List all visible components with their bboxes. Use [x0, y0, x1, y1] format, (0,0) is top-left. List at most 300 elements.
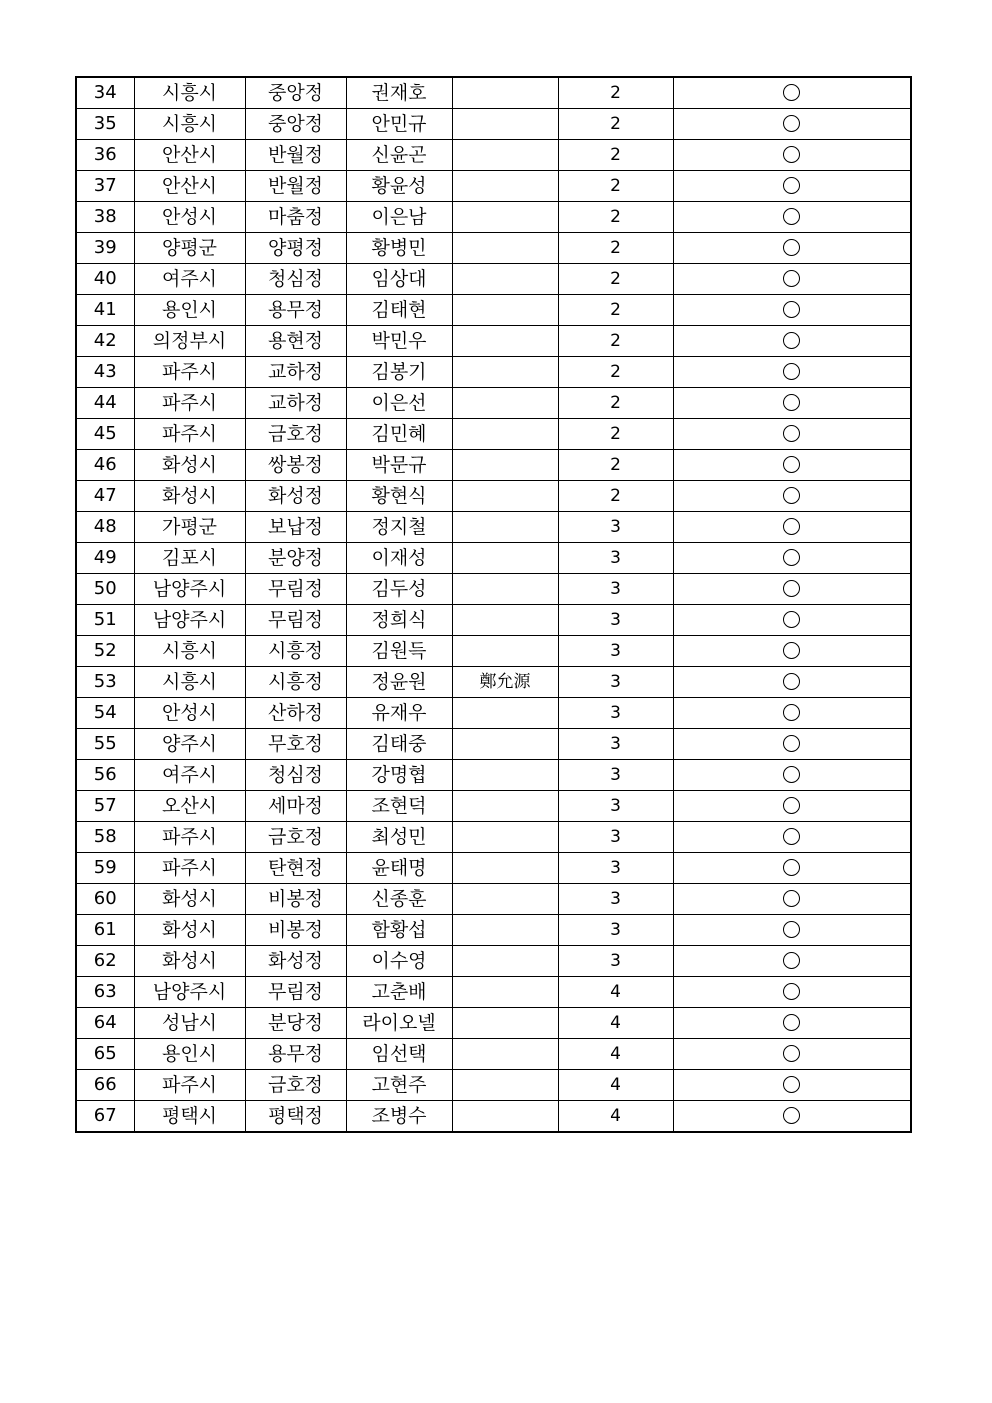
- hanja-name-cell: [452, 729, 558, 760]
- status-mark-cell: [673, 357, 911, 388]
- table-row: [76, 915, 911, 946]
- status-mark-cell: [673, 884, 911, 915]
- hanja-name-cell: [452, 698, 558, 729]
- circle-mark-icon: [783, 208, 800, 225]
- circle-mark-icon: [783, 611, 800, 628]
- table-row: [76, 605, 911, 636]
- city-cell: 가평군: [134, 512, 245, 543]
- status-mark-cell: [673, 605, 911, 636]
- pavilion-cell: 마춤정: [245, 202, 346, 233]
- row-number-cell: 57: [76, 791, 134, 822]
- hanja-name-cell: [452, 295, 558, 326]
- pavilion-cell: 양평정: [245, 233, 346, 264]
- grade-cell: 2: [558, 140, 673, 171]
- hanja-name-cell: [452, 512, 558, 543]
- city-cell: 여주시: [134, 264, 245, 295]
- person-name-cell: 이은선: [346, 388, 452, 419]
- pavilion-cell: 금호정: [245, 822, 346, 853]
- table-row: [76, 450, 911, 481]
- pavilion-cell: 산하정: [245, 698, 346, 729]
- person-name-cell: 임상대: [346, 264, 452, 295]
- person-name-cell: 이은남: [346, 202, 452, 233]
- table-row: [76, 202, 911, 233]
- city-cell: 여주시: [134, 760, 245, 791]
- pavilion-cell: 금호정: [245, 1070, 346, 1101]
- row-number-cell: 46: [76, 450, 134, 481]
- grade-cell: 2: [558, 109, 673, 140]
- city-cell: 안산시: [134, 140, 245, 171]
- pavilion-cell: 쌍봉정: [245, 450, 346, 481]
- city-cell: 안산시: [134, 171, 245, 202]
- row-number-cell: 43: [76, 357, 134, 388]
- row-number-cell: 45: [76, 419, 134, 450]
- grade-cell: 2: [558, 77, 673, 109]
- pavilion-cell: 반월정: [245, 171, 346, 202]
- row-number-cell: 36: [76, 140, 134, 171]
- circle-mark-icon: [783, 859, 800, 876]
- person-name-cell: 권재호: [346, 77, 452, 109]
- city-cell: 파주시: [134, 357, 245, 388]
- status-mark-cell: [673, 481, 911, 512]
- hanja-name-cell: [452, 760, 558, 791]
- row-number-cell: 54: [76, 698, 134, 729]
- person-name-cell: 김원득: [346, 636, 452, 667]
- circle-mark-icon: [783, 363, 800, 380]
- hanja-name-cell: [452, 543, 558, 574]
- status-mark-cell: [673, 419, 911, 450]
- circle-mark-icon: [783, 270, 800, 287]
- grade-cell: 3: [558, 574, 673, 605]
- person-name-cell: 김두성: [346, 574, 452, 605]
- status-mark-cell: [673, 512, 911, 543]
- status-mark-cell: [673, 791, 911, 822]
- hanja-name-cell: [452, 1039, 558, 1070]
- person-name-cell: 김봉기: [346, 357, 452, 388]
- table-row: [76, 357, 911, 388]
- row-number-cell: 41: [76, 295, 134, 326]
- city-cell: 양주시: [134, 729, 245, 760]
- circle-mark-icon: [783, 394, 800, 411]
- grade-cell: 3: [558, 543, 673, 574]
- hanja-name-cell: [452, 357, 558, 388]
- city-cell: 시흥시: [134, 636, 245, 667]
- hanja-name-cell: [452, 1070, 558, 1101]
- status-mark-cell: [673, 202, 911, 233]
- roster-body: [76, 77, 911, 1132]
- pavilion-cell: 시흥정: [245, 667, 346, 698]
- row-number-cell: 52: [76, 636, 134, 667]
- status-mark-cell: [673, 636, 911, 667]
- status-mark-cell: [673, 543, 911, 574]
- table-row: [76, 667, 911, 698]
- status-mark-cell: [673, 77, 911, 109]
- person-name-cell: 안민규: [346, 109, 452, 140]
- grade-cell: 3: [558, 853, 673, 884]
- circle-mark-icon: [783, 642, 800, 659]
- table-row: [76, 977, 911, 1008]
- table-row: [76, 698, 911, 729]
- person-name-cell: 박민우: [346, 326, 452, 357]
- table-row: [76, 1008, 911, 1039]
- city-cell: 평택시: [134, 1101, 245, 1133]
- hanja-name-cell: [452, 481, 558, 512]
- status-mark-cell: [673, 760, 911, 791]
- circle-mark-icon: [783, 518, 800, 535]
- table-row: [76, 1039, 911, 1070]
- table-row: [76, 884, 911, 915]
- pavilion-cell: 중앙정: [245, 109, 346, 140]
- person-name-cell: 신윤곤: [346, 140, 452, 171]
- status-mark-cell: [673, 264, 911, 295]
- city-cell: 남양주시: [134, 977, 245, 1008]
- person-name-cell: 이재성: [346, 543, 452, 574]
- circle-mark-icon: [783, 1076, 800, 1093]
- hanja-name-cell: [452, 109, 558, 140]
- table-row: [76, 574, 911, 605]
- hanja-name-cell: [452, 977, 558, 1008]
- pavilion-cell: 탄현정: [245, 853, 346, 884]
- circle-mark-icon: [783, 425, 800, 442]
- row-number-cell: 49: [76, 543, 134, 574]
- hanja-name-cell: [452, 605, 558, 636]
- pavilion-cell: 교하정: [245, 357, 346, 388]
- city-cell: 용인시: [134, 295, 245, 326]
- circle-mark-icon: [783, 177, 800, 194]
- status-mark-cell: [673, 233, 911, 264]
- grade-cell: 2: [558, 295, 673, 326]
- circle-mark-icon: [783, 456, 800, 473]
- table-row: [76, 512, 911, 543]
- table-row: [76, 481, 911, 512]
- circle-mark-icon: [783, 580, 800, 597]
- city-cell: 시흥시: [134, 667, 245, 698]
- pavilion-cell: 비봉정: [245, 884, 346, 915]
- person-name-cell: 신종훈: [346, 884, 452, 915]
- status-mark-cell: [673, 171, 911, 202]
- pavilion-cell: 무림정: [245, 605, 346, 636]
- circle-mark-icon: [783, 766, 800, 783]
- table-row: [76, 419, 911, 450]
- pavilion-cell: 무호정: [245, 729, 346, 760]
- pavilion-cell: 비봉정: [245, 915, 346, 946]
- table-row: [76, 326, 911, 357]
- row-number-cell: 53: [76, 667, 134, 698]
- circle-mark-icon: [783, 797, 800, 814]
- circle-mark-icon: [783, 673, 800, 690]
- hanja-name-cell: [452, 171, 558, 202]
- person-name-cell: 윤태명: [346, 853, 452, 884]
- hanja-name-cell: [452, 450, 558, 481]
- status-mark-cell: [673, 698, 911, 729]
- person-name-cell: 조현덕: [346, 791, 452, 822]
- roster-table: [75, 76, 912, 1133]
- table-row: [76, 760, 911, 791]
- grade-cell: 3: [558, 698, 673, 729]
- circle-mark-icon: [783, 828, 800, 845]
- row-number-cell: 63: [76, 977, 134, 1008]
- row-number-cell: 65: [76, 1039, 134, 1070]
- row-number-cell: 60: [76, 884, 134, 915]
- circle-mark-icon: [783, 84, 800, 101]
- grade-cell: 2: [558, 388, 673, 419]
- grade-cell: 4: [558, 1070, 673, 1101]
- table-row: [76, 388, 911, 419]
- grade-cell: 2: [558, 233, 673, 264]
- table-row: [76, 109, 911, 140]
- person-name-cell: 임선택: [346, 1039, 452, 1070]
- grade-cell: 2: [558, 264, 673, 295]
- pavilion-cell: 무림정: [245, 977, 346, 1008]
- person-name-cell: 황윤성: [346, 171, 452, 202]
- pavilion-cell: 반월정: [245, 140, 346, 171]
- table-row: [76, 1070, 911, 1101]
- city-cell: 안성시: [134, 698, 245, 729]
- circle-mark-icon: [783, 487, 800, 504]
- city-cell: 화성시: [134, 884, 245, 915]
- status-mark-cell: [673, 1101, 911, 1133]
- table-row: [76, 729, 911, 760]
- circle-mark-icon: [783, 332, 800, 349]
- row-number-cell: 35: [76, 109, 134, 140]
- table-row: [76, 822, 911, 853]
- row-number-cell: 59: [76, 853, 134, 884]
- city-cell: 파주시: [134, 822, 245, 853]
- row-number-cell: 67: [76, 1101, 134, 1133]
- status-mark-cell: [673, 667, 911, 698]
- grade-cell: 3: [558, 667, 673, 698]
- hanja-name-cell: [452, 202, 558, 233]
- status-mark-cell: [673, 326, 911, 357]
- hanja-name-cell: [452, 1101, 558, 1133]
- status-mark-cell: [673, 853, 911, 884]
- status-mark-cell: [673, 109, 911, 140]
- row-number-cell: 37: [76, 171, 134, 202]
- person-name-cell: 정희식: [346, 605, 452, 636]
- row-number-cell: 55: [76, 729, 134, 760]
- row-number-cell: 48: [76, 512, 134, 543]
- circle-mark-icon: [783, 239, 800, 256]
- hanja-name-cell: [452, 636, 558, 667]
- person-name-cell: 고춘배: [346, 977, 452, 1008]
- grade-cell: 2: [558, 419, 673, 450]
- table-row: [76, 636, 911, 667]
- grade-cell: 2: [558, 357, 673, 388]
- person-name-cell: 강명협: [346, 760, 452, 791]
- hanja-name-cell: [452, 791, 558, 822]
- row-number-cell: 64: [76, 1008, 134, 1039]
- city-cell: 양평군: [134, 233, 245, 264]
- city-cell: 시흥시: [134, 77, 245, 109]
- hanja-name-cell: [452, 140, 558, 171]
- grade-cell: 3: [558, 605, 673, 636]
- grade-cell: 2: [558, 326, 673, 357]
- grade-cell: 3: [558, 636, 673, 667]
- circle-mark-icon: [783, 1045, 800, 1062]
- city-cell: 김포시: [134, 543, 245, 574]
- pavilion-cell: 교하정: [245, 388, 346, 419]
- status-mark-cell: [673, 450, 911, 481]
- person-name-cell: 조병수: [346, 1101, 452, 1133]
- status-mark-cell: [673, 729, 911, 760]
- status-mark-cell: [673, 295, 911, 326]
- city-cell: 용인시: [134, 1039, 245, 1070]
- grade-cell: 2: [558, 481, 673, 512]
- pavilion-cell: 청심정: [245, 264, 346, 295]
- circle-mark-icon: [783, 921, 800, 938]
- row-number-cell: 38: [76, 202, 134, 233]
- city-cell: 의정부시: [134, 326, 245, 357]
- city-cell: 화성시: [134, 481, 245, 512]
- row-number-cell: 58: [76, 822, 134, 853]
- circle-mark-icon: [783, 704, 800, 721]
- city-cell: 파주시: [134, 419, 245, 450]
- pavilion-cell: 청심정: [245, 760, 346, 791]
- circle-mark-icon: [783, 890, 800, 907]
- pavilion-cell: 분양정: [245, 543, 346, 574]
- row-number-cell: 44: [76, 388, 134, 419]
- person-name-cell: 황병민: [346, 233, 452, 264]
- status-mark-cell: [673, 574, 911, 605]
- pavilion-cell: 세마정: [245, 791, 346, 822]
- table-row: [76, 853, 911, 884]
- pavilion-cell: 화성정: [245, 946, 346, 977]
- circle-mark-icon: [783, 983, 800, 1000]
- pavilion-cell: 화성정: [245, 481, 346, 512]
- row-number-cell: 50: [76, 574, 134, 605]
- circle-mark-icon: [783, 952, 800, 969]
- person-name-cell: 라이오넬: [346, 1008, 452, 1039]
- pavilion-cell: 중앙정: [245, 77, 346, 109]
- grade-cell: 3: [558, 884, 673, 915]
- city-cell: 파주시: [134, 388, 245, 419]
- row-number-cell: 40: [76, 264, 134, 295]
- row-number-cell: 56: [76, 760, 134, 791]
- person-name-cell: 박문규: [346, 450, 452, 481]
- pavilion-cell: 보납정: [245, 512, 346, 543]
- row-number-cell: 62: [76, 946, 134, 977]
- circle-mark-icon: [783, 146, 800, 163]
- table-row: [76, 171, 911, 202]
- city-cell: 파주시: [134, 853, 245, 884]
- hanja-name-cell: [452, 884, 558, 915]
- person-name-cell: 김태현: [346, 295, 452, 326]
- hanja-name-cell: [452, 915, 558, 946]
- grade-cell: 2: [558, 171, 673, 202]
- grade-cell: 3: [558, 760, 673, 791]
- circle-mark-icon: [783, 549, 800, 566]
- circle-mark-icon: [783, 115, 800, 132]
- person-name-cell: 김민혜: [346, 419, 452, 450]
- table-row: [76, 140, 911, 171]
- hanja-name-cell: [452, 233, 558, 264]
- grade-cell: 2: [558, 450, 673, 481]
- grade-cell: 3: [558, 729, 673, 760]
- city-cell: 파주시: [134, 1070, 245, 1101]
- grade-cell: 4: [558, 1101, 673, 1133]
- row-number-cell: 39: [76, 233, 134, 264]
- grade-cell: 3: [558, 822, 673, 853]
- city-cell: 성남시: [134, 1008, 245, 1039]
- pavilion-cell: 금호정: [245, 419, 346, 450]
- person-name-cell: 정윤원: [346, 667, 452, 698]
- person-name-cell: 김태중: [346, 729, 452, 760]
- grade-cell: 3: [558, 946, 673, 977]
- table-row: [76, 791, 911, 822]
- person-name-cell: 이수영: [346, 946, 452, 977]
- status-mark-cell: [673, 946, 911, 977]
- table-row: [76, 543, 911, 574]
- status-mark-cell: [673, 1070, 911, 1101]
- grade-cell: 4: [558, 1008, 673, 1039]
- circle-mark-icon: [783, 1014, 800, 1031]
- city-cell: 오산시: [134, 791, 245, 822]
- pavilion-cell: 무림정: [245, 574, 346, 605]
- row-number-cell: 47: [76, 481, 134, 512]
- hanja-name-cell: [452, 77, 558, 109]
- city-cell: 화성시: [134, 946, 245, 977]
- pavilion-cell: 용무정: [245, 1039, 346, 1070]
- row-number-cell: 66: [76, 1070, 134, 1101]
- status-mark-cell: [673, 140, 911, 171]
- circle-mark-icon: [783, 735, 800, 752]
- table-row: [76, 233, 911, 264]
- row-number-cell: 51: [76, 605, 134, 636]
- city-cell: 남양주시: [134, 574, 245, 605]
- hanja-name-cell: [452, 419, 558, 450]
- pavilion-cell: 분당정: [245, 1008, 346, 1039]
- pavilion-cell: 시흥정: [245, 636, 346, 667]
- pavilion-cell: 용무정: [245, 295, 346, 326]
- grade-cell: 4: [558, 977, 673, 1008]
- pavilion-cell: 평택정: [245, 1101, 346, 1133]
- hanja-name-cell: [452, 574, 558, 605]
- hanja-name-cell: [452, 822, 558, 853]
- hanja-name-cell: [452, 853, 558, 884]
- hanja-name-cell: [452, 1008, 558, 1039]
- person-name-cell: 최성민: [346, 822, 452, 853]
- city-cell: 화성시: [134, 915, 245, 946]
- status-mark-cell: [673, 915, 911, 946]
- status-mark-cell: [673, 1039, 911, 1070]
- table-row: [76, 295, 911, 326]
- status-mark-cell: [673, 1008, 911, 1039]
- hanja-name-cell: 鄭允源: [452, 667, 558, 698]
- grade-cell: 4: [558, 1039, 673, 1070]
- table-row: [76, 1101, 911, 1133]
- table-row: [76, 264, 911, 295]
- row-number-cell: 34: [76, 77, 134, 109]
- person-name-cell: 황현식: [346, 481, 452, 512]
- circle-mark-icon: [783, 1107, 800, 1124]
- table-row: [76, 77, 911, 109]
- hanja-name-cell: [452, 388, 558, 419]
- row-number-cell: 42: [76, 326, 134, 357]
- grade-cell: 3: [558, 791, 673, 822]
- grade-cell: 2: [558, 202, 673, 233]
- city-cell: 화성시: [134, 450, 245, 481]
- person-name-cell: 정지철: [346, 512, 452, 543]
- status-mark-cell: [673, 822, 911, 853]
- grade-cell: 3: [558, 512, 673, 543]
- status-mark-cell: [673, 388, 911, 419]
- table-row: [76, 946, 911, 977]
- person-name-cell: 고현주: [346, 1070, 452, 1101]
- person-name-cell: 함황섭: [346, 915, 452, 946]
- city-cell: 시흥시: [134, 109, 245, 140]
- hanja-name-cell: [452, 946, 558, 977]
- person-name-cell: 유재우: [346, 698, 452, 729]
- pavilion-cell: 용현정: [245, 326, 346, 357]
